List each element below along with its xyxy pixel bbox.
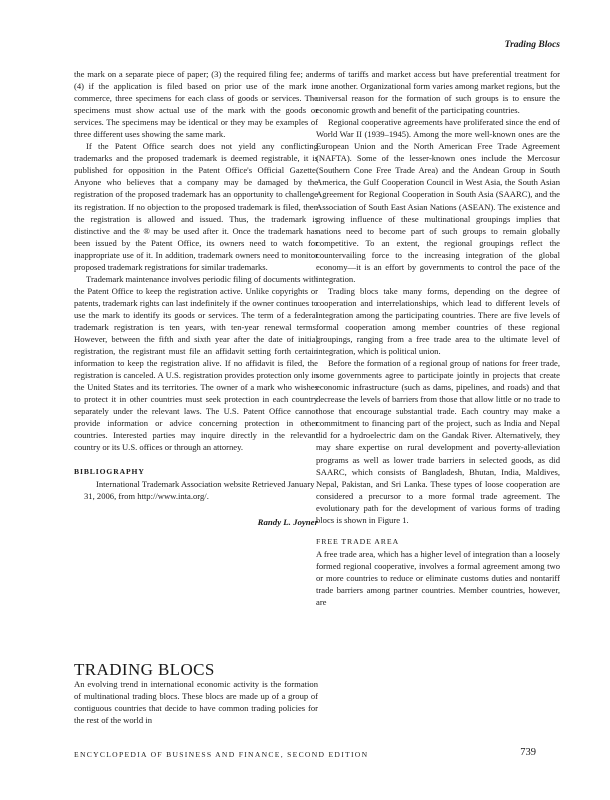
paragraph: A free trade area, which has a higher level of integration than a loosely formed regional cooperative, involves a formal agreement among two or more countries to reduce or eliminate customs duties and nontariff trade barriers among partner countries. Member countries, however, are xyxy=(316,548,560,608)
left-column xyxy=(74,68,318,528)
bibliography-heading: BIBLIOGRAPHY xyxy=(74,466,145,476)
page-number: 739 xyxy=(520,747,536,758)
paragraph: Trading blocs take many forms, depending on the degree of cooperation and interrelationships, which lead to different levels of integration among the participating countries. There are five levels of formal cooperation among member countries of these regional groupings, ranging from a free trade area to the ultimate level of integration, which is political union. xyxy=(316,285,560,357)
paragraph: Regional cooperative agreements have proliferated since the end of World War II (1939–1945). Among the more well-known ones are the European Union and the North American Free Trade Agreement (NAFTA). Some of the lesser-known ones include the Mercosur (Southern Cone Free Trade Area) and the Andean Group in South America, the Gulf Cooperation Council in West Asia, the South Asian Agreement for Regional Cooperation in South Asia (SAARC), and the Association of South East Asian Nations (ASEAN). The existence and growing influence of these multinational groupings implies that nations need to become part of such groups to remain globally competitive. To an extent, the regional groupings reflect the countervailing force to the increasing integration of the global economy—it is an effort by governments to control the pace of the integration. xyxy=(316,117,560,284)
paragraph: If the Patent Office search does not yield any conflicting trademarks and the proposed trademark is deemed registrable, it is published for opposition in the Patent Office's Official Gazette. Anyone who believes that a company may be damaged by the registration of the proposed trademark has an opportunity to challenge its registration. If no objection to the proposed trademark is filed, then the registration is allowed and issued. Thus, the trademark is distinctive and the ® may be used after it. Once the trademark has been issued by the Patent Office, its owners need to watch for inappropriate use of it. In addition, trademark owners need to monitor proposed trademark registrations for similar trademarks. xyxy=(74,141,318,272)
paragraph: An evolving trend in international economic activity is the formation of multinational trading blocs. These blocs are made up of a group of contiguous countries that decide to have common trading policies for the rest of the world in xyxy=(74,679,318,726)
paragraph: the mark on a separate piece of paper; (3) the required filing fee; and (4) if the application is filed based on prior use of the mark in commerce, three specimens for each class of goods or services. The specimens must show actual use of the mark with the goods or services. The specimens may be identical or they may be examples of three different uses showing the same mark. xyxy=(74,69,318,140)
paragraph: terms of tariffs and market access but have preferential treatment for one another. Organizational form varies among market regions, but the universal reason for the formation of such groups is to ensure the economic growth and benefit of the participating countries. xyxy=(316,69,560,116)
publication-footer: ENCYCLOPEDIA OF BUSINESS AND FINANCE, SECOND EDITION xyxy=(74,750,369,759)
author-signature: Randy L. Joyner xyxy=(257,516,318,527)
article-intro xyxy=(74,678,318,726)
paragraph: Trademark maintenance involves periodic filing of documents with the Patent Office to keep the registration active. Unlike copyrights or patents, trademark rights can last indefinitely if the owner continues to use the mark to identify its goods or services. The term of a federal trademark registration is ten years, with ten-year renewal terms. However, between the fifth and sixth year after the date of initial registration, the registrant must file an affidavit setting forth certain information to keep the registration alive. If no affidavit is filed, the registration is canceled. A U.S. registration provides protection only in the United States and its territories. The owner of a mark who wishes to protect it in other countries must seek protection in each country separately under the relevant laws. The U.S. Patent Office cannot provide information or advice concerning protection in other countries. Interested parties may inquire directly in the relevant country or its U.S. offices or through an attorney. xyxy=(74,273,318,453)
bibliography-entry: International Trademark Association website Retrieved January 31, 2006, from http://www.inta.org/. xyxy=(84,478,315,501)
article-title: TRADING BLOCS xyxy=(74,660,215,679)
subheading: FREE TRADE AREA xyxy=(316,536,400,546)
paragraph: Before the formation of a regional group of nations for freer trade, some governments agree to participate jointly in projects that create economic infrastructure (such as dams, pipelines, and roads) and that decrease the levels of barriers from those that allow little or no trade to those that encourage substantial trade. Each country may make a commitment to financing part of the project, such as India and Nepal did for a hydroelectric dam on the Gandak River. Alternatively, they may share expertise on rural development and poverty-alleviation programs as well as lower trade barriers in selected goods, as did SAARC, which consists of Bangladesh, Bhutan, India, Maldives, Nepal, Pakistan, and Sri Lanka. These types of loose cooperation are considered a precursor to a more formal trade agreement. The evolutionary path for the development of various forms of trading blocs is shown in Figure 1. xyxy=(316,358,560,525)
running-head: Trading Blocs xyxy=(504,40,560,50)
right-column xyxy=(316,68,560,608)
